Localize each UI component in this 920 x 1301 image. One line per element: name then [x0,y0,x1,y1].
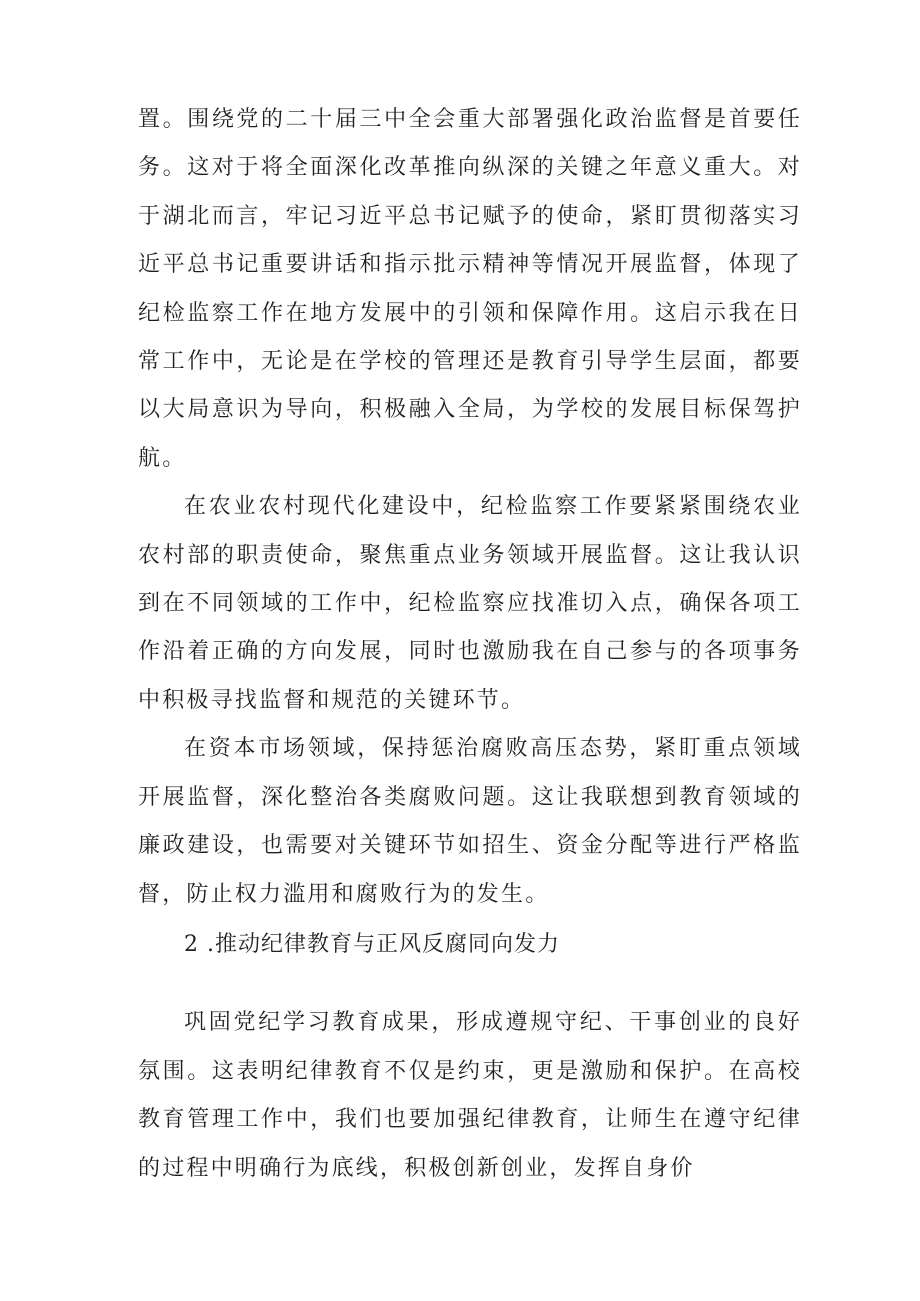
paragraph-capital-market: 在资本市场领域，保持惩治腐败高压态势，紧盯重点领域开展监督，深化整治各类腐败问题。这让我联想到教育领域的廉政建设，也需要对关键环节如招生、资金分配等进行严格监督，防止权力滥用和腐败行为的发生。 [138,736,802,907]
paragraph-discipline-education: 巩固党纪学习教育成果，形成遵规守纪、干事创业的良好氛围。这表明纪律教育不仅是约束，更是激励和保护。在高校教育管理工作中，我们也要加强纪律教育，让师生在遵守纪律的过程中明确行为底线，积极创新创业，发挥自身价 [138,1010,802,1181]
document-body [138,96,802,1193]
section-heading: 2 .推动纪律教育与正风反腐同向发力 [184,931,560,957]
paragraph-continuation: 置。围绕党的二十届三中全会重大部署强化政治监督是首要任务。这对于将全面深化改革推向纵深的关键之年意义重大。对于湖北而言，牢记习近平总书记赋予的使命，紧盯贯彻落实习近平总书记重要讲话和指示批示精神等情况开展监督，体现了纪检监察工作在地方发展中的引领和保障作用。这启示我在日常工作中，无论是在学校的管理还是教育引导学生层面，都要以大局意识为导向，积极融入全局，为学校的发展目标保驾护航。 [138,107,802,471]
paragraph-agriculture: 在农业农村现代化建设中，纪检监察工作要紧紧围绕农业农村部的职责使命，聚焦重点业务领域开展监督。这让我认识到在不同领域的工作中，纪检监察应找准切入点，确保各项工作沿着正确的方向发展，同时也激励我在自己参与的各项事务中积极寻找监督和规范的关键环节。 [138,494,802,713]
